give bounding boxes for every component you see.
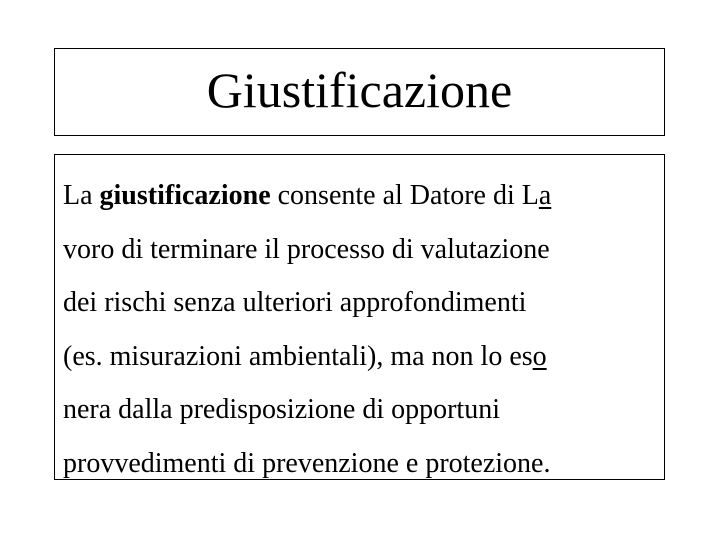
body-line-1 (63, 169, 656, 223)
body-text-box (54, 154, 665, 480)
hyphen-fragment-underlined: o (532, 340, 547, 372)
body-line-5: nera dalla predisposizione di opportuni (63, 394, 500, 425)
hyphen-fragment-underlined: a (538, 180, 552, 211)
body-line-4-start: (es. misurazioni ambientali), ma non lo es (63, 340, 533, 372)
slide-title: Giustificazione (206, 62, 513, 118)
body-line-3: dei rischi senza ulteriori approfondimenti (63, 287, 527, 318)
body-line-4 (63, 330, 656, 384)
body-line-6: provvedimenti di prevenzione e protezione. (63, 447, 551, 479)
title-box (54, 48, 665, 136)
body-line-1-middle: consente al Datore di L (270, 180, 539, 211)
body-line-1-start: La (63, 180, 100, 211)
body-line-2: voro di terminare il processo di valutazione (63, 233, 550, 265)
bold-term-giustificazione: giustificazione (99, 180, 271, 211)
